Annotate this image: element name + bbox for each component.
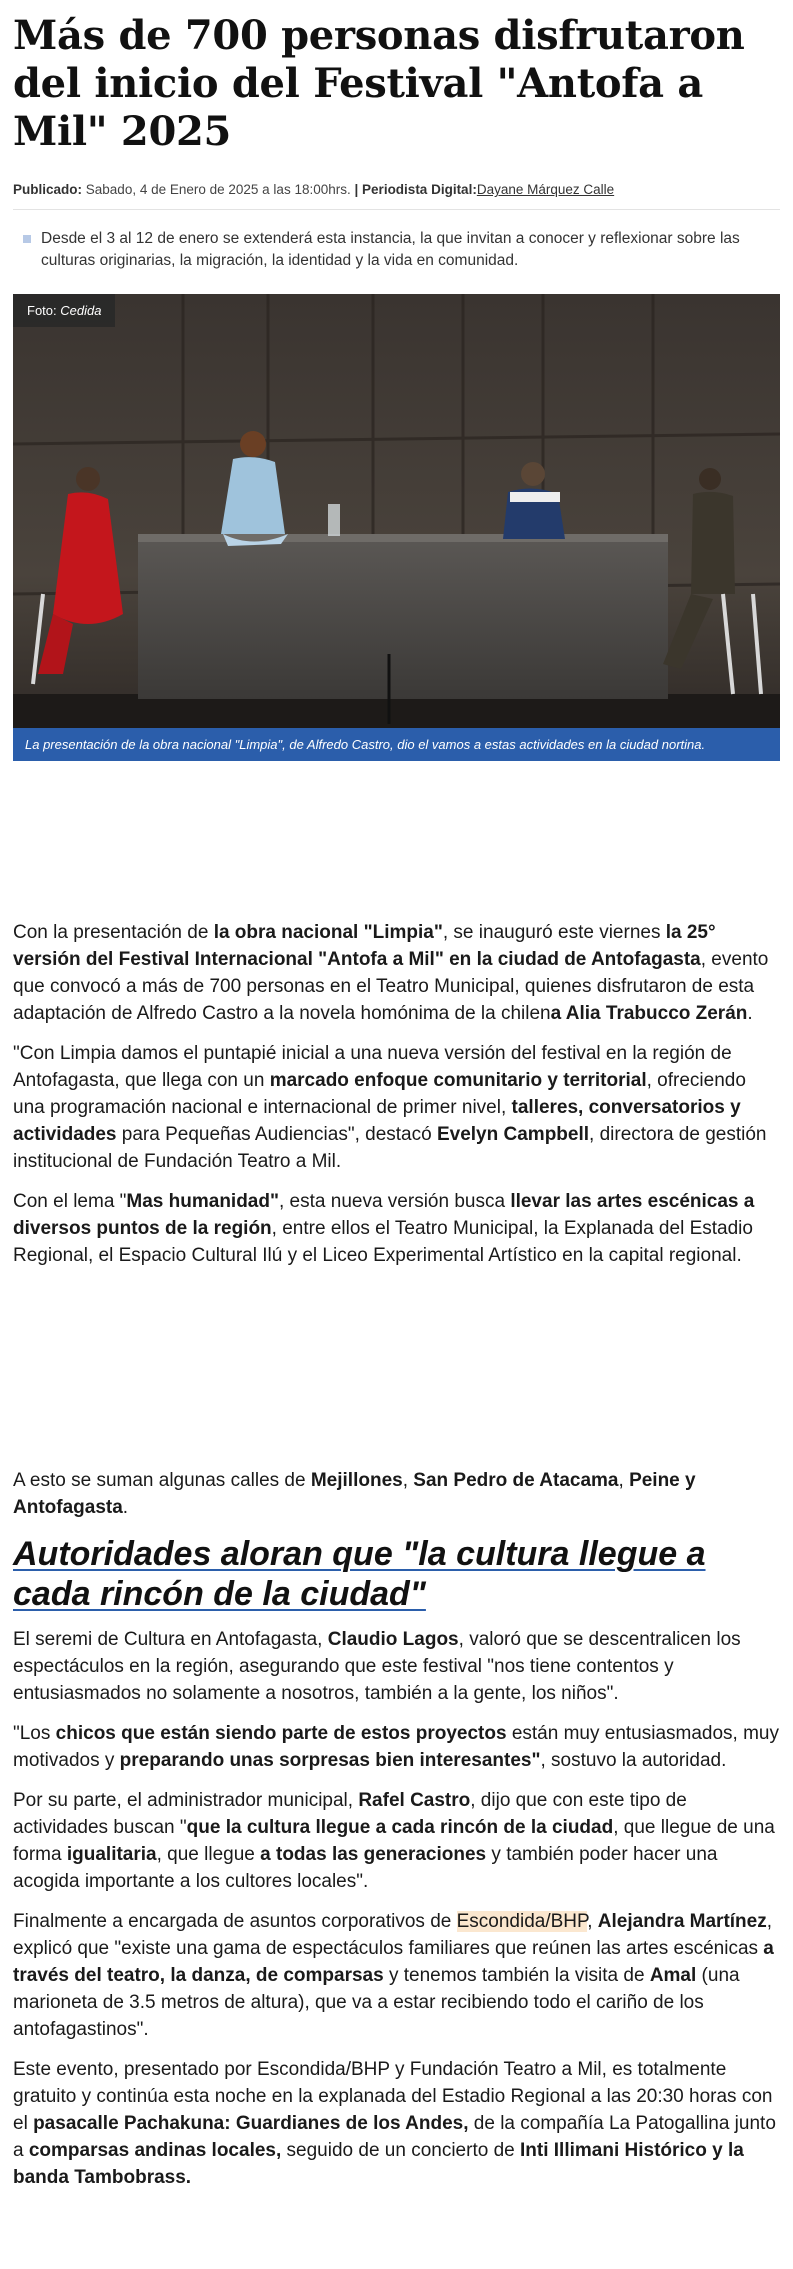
stage-photo-illustration xyxy=(13,294,780,761)
photo-credit-label: Foto: xyxy=(27,303,57,318)
journalist-link[interactable]: Dayane Márquez Calle xyxy=(476,182,615,197)
summary-bullet-icon xyxy=(23,235,31,243)
article-meta xyxy=(13,182,780,210)
photo-credit xyxy=(13,294,115,327)
article-photo xyxy=(13,294,780,761)
paragraph-8: Finalmente a encargada de asuntos corporativos de Escondida/BHP, Alejandra Martínez, explicó que "existe una gama de espectáculos familiares que reúnen las artes escénicas a través del teatro, la danza, de comparsas y tenemos también la visita de Amal (una marioneta de 3.5 metros de altura), que va a estar recibiendo todo el cariño de los antofagastinos". xyxy=(13,1911,774,2040)
paragraph-2: "Con Limpia damos el puntapié inicial a una nueva versión del festival en la región de Antofagasta, que llega con un marcado enfoque comunitario y territorial, ofreciendo una programación nacional e internacional de primer nivel, talleres, conversatorios y actividades para Pequeñas Audiencias", destacó Evelyn Campbell, directora de gestión institucional de Fundación Teatro a Mil. xyxy=(13,1043,767,1172)
photo-caption: La presentación de la obra nacional "Limpia", de Alfredo Castro, dio el vamos a estas actividades en la ciudad nortina. xyxy=(13,728,780,761)
section-subheading: Autoridades aloran que "la cultura llegue a cada rincón de la ciudad" xyxy=(13,1535,706,1613)
ad-placeholder xyxy=(13,1282,780,1467)
paragraph-4: A esto se suman algunas calles de Mejillones, San Pedro de Atacama, Peine y Antofagasta. xyxy=(13,1470,696,1518)
meta-separator: | xyxy=(354,182,359,197)
paragraph-6: "Los chicos que están siendo parte de estos proyectos están muy entusiasmados, muy motivados y preparando unas sorpresas bien interesantes", sostuvo la autoridad. xyxy=(13,1723,780,1771)
summary-text: Desde el 3 al 12 de enero se extenderá esta instancia, la que invitan a conocer y reflexionar sobre las culturas originarias, la migración, la identidad y la vida en comunidad. xyxy=(41,230,740,269)
article-body xyxy=(13,919,780,2191)
published-label: Publicado: xyxy=(13,182,83,197)
paragraph-1: Con la presentación de la obra nacional "Limpia", se inauguró este viernes la 25° versión del Festival Internacional "Antofa a Mil" en la ciudad de Antofagasta, evento que convocó a más de 700 personas en el Teatro Municipal, quienes disfrutaron de esta adaptación de Alfredo Castro a la novela homónima de la chilena Alia Trabucco Zerán. xyxy=(13,922,769,1024)
paragraph-3: Con el lema "Mas humanidad", esta nueva versión busca llevar las artes escénicas a diversos puntos de la región, entre ellos el Teatro Municipal, la Explanada del Estadio Regional, el Espacio Cultural Ilú y el Liceo Experimental Artístico en la capital regional. xyxy=(13,1191,755,1266)
paragraph-9: Este evento, presentado por Escondida/BHP y Fundación Teatro a Mil, es totalmente gratuito y continúa esta noche en la explanada del Estadio Regional a las 20:30 horas con el pasacalle Pachakuna: Guardianes de los Andes, de la compañía La Patogallina junto a comparsas andinas locales, seguido de un concierto de Inti Illimani Histórico y la banda Tambobrass. xyxy=(13,2059,776,2188)
paragraph-7: Por su parte, el administrador municipal, Rafel Castro, dijo que con este tipo de actividades buscan "que la cultura llegue a cada rincón de la ciudad, que llegue de una forma igualitaria, que llegue a todas las generaciones y también poder hacer una acogida importante a los cultores locales". xyxy=(13,1790,775,1892)
published-date: Sabado, 4 de Enero de 2025 a las 18:00hrs. xyxy=(85,182,351,197)
article-headline: Más de 700 personas disfrutaron del inicio del Festival "Antofa a Mil" 2025 xyxy=(13,12,745,155)
photo-credit-value: Cedida xyxy=(60,303,102,318)
paragraph-5: El seremi de Cultura en Antofagasta, Claudio Lagos, valoró que se descentralicen los espectáculos en la región, asegurando que este festival "nos tiene contentos y entusiasmados no solamente a nosotros, también a la gente, los niños". xyxy=(13,1629,741,1704)
journalist-label: Periodista Digital: xyxy=(362,182,477,197)
sponsor-highlight: Escondida/BHP xyxy=(456,1911,588,1932)
article-summary xyxy=(13,228,780,272)
